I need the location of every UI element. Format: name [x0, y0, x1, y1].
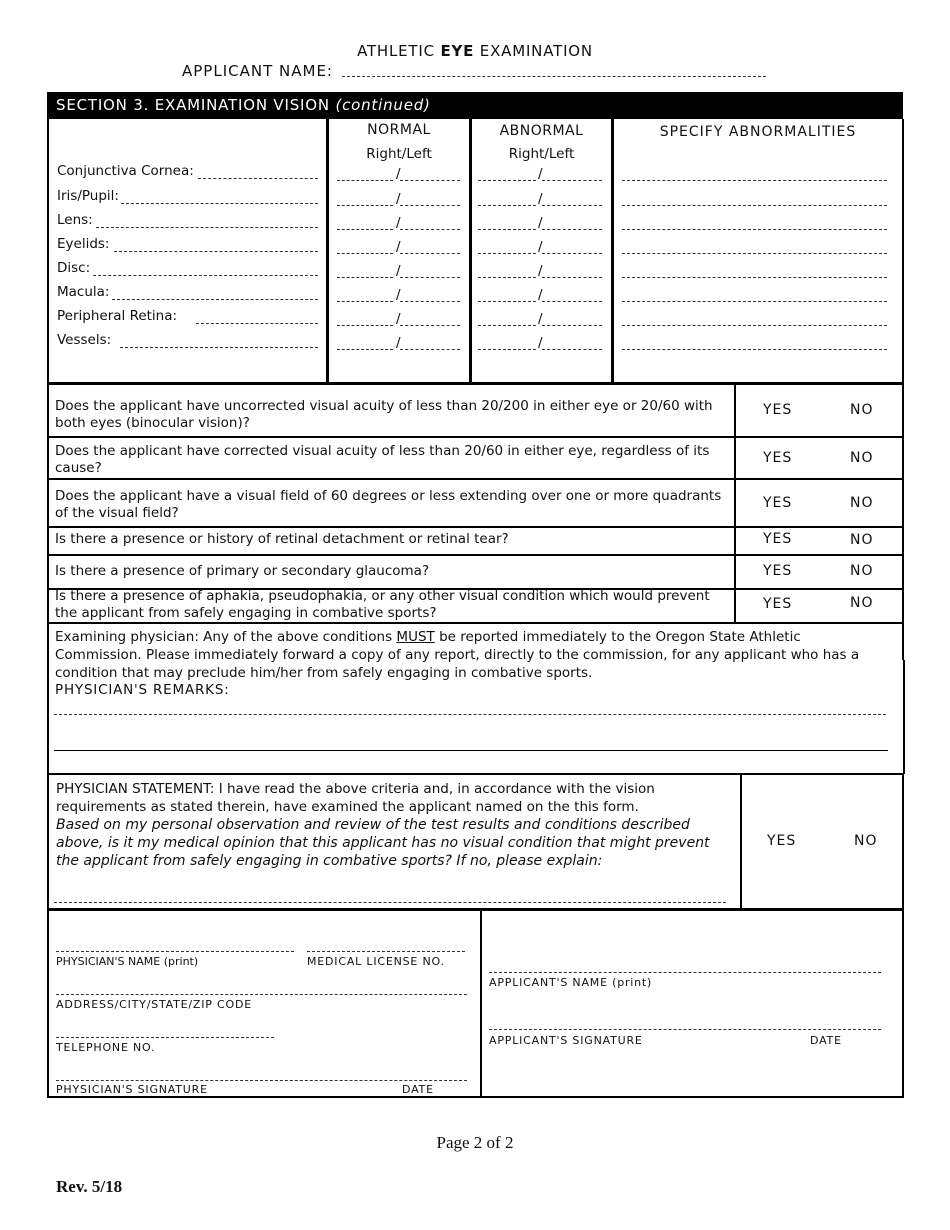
notice-must: MUST: [396, 629, 435, 645]
exam-row-label: Eyelids:: [57, 236, 110, 252]
exam-row-line[interactable]: [196, 323, 318, 324]
notice-rest: be reported immediately to the Oregon State Athletic Commission. Please immediately forward a copy of any report, directly to the commission, for any applicant who has a condition that may preclude him/her from safely engaging in combative sports.: [55, 629, 860, 681]
normal-left-field[interactable]: [400, 349, 460, 350]
specify-abnormality-line[interactable]: [622, 180, 887, 181]
physician-statement: [56, 780, 731, 870]
telephone-caption: TELEPHONE NO.: [56, 1041, 156, 1054]
physician-name-line[interactable]: [56, 951, 294, 952]
title-part: EXAMINATION: [474, 42, 593, 60]
abnormal-left-field[interactable]: [542, 229, 602, 230]
slash-separator: /: [396, 263, 401, 279]
exam-row-label: Vessels:: [57, 332, 112, 348]
applicant-name-caption: APPLICANT'S NAME (print): [489, 976, 653, 989]
specify-abnormality-line[interactable]: [622, 349, 887, 350]
abnormal-right-field[interactable]: [478, 349, 536, 350]
question-text: Is there a presence of primary or secondary glaucoma?: [55, 563, 430, 579]
section-header-bar: [47, 92, 903, 119]
notice-lead: Examining physician: Any of the above conditions: [55, 629, 397, 645]
abnormal-left-field[interactable]: [542, 277, 602, 278]
normal-right-left: Right/Left: [366, 146, 432, 162]
specify-abnormality-line[interactable]: [622, 277, 887, 278]
statement-no-option[interactable]: NO: [854, 833, 878, 849]
specify-abnormality-line[interactable]: [622, 325, 887, 326]
abnormal-right-field[interactable]: [478, 180, 536, 181]
slash-separator: /: [538, 287, 543, 303]
specify-abnormality-line[interactable]: [622, 229, 887, 230]
physician-signature-line[interactable]: [56, 1080, 467, 1081]
abnormal-right-field[interactable]: [478, 325, 536, 326]
page-number: Page 2 of 2: [436, 1133, 514, 1152]
remarks-line-2[interactable]: [54, 750, 888, 751]
normal-right-field[interactable]: [337, 205, 393, 206]
statement-lead: PHYSICIAN STATEMENT: I have read the above criteria and, in accordance with the vision requirements as stated therein, have examined the applicant named on the this form.: [56, 781, 655, 815]
exam-row-line[interactable]: [112, 299, 318, 300]
question-text: Does the applicant have corrected visual acuity of less than 20/60 in either eye, regardless of its cause?: [55, 443, 710, 476]
question-text: Is there a presence or history of retinal detachment or retinal tear?: [55, 531, 509, 547]
slash-separator: /: [538, 239, 543, 255]
abnormal-header: ABNORMAL: [499, 123, 584, 139]
normal-right-field[interactable]: [337, 253, 393, 254]
abnormal-right-field[interactable]: [478, 229, 536, 230]
no-option[interactable]: NO: [850, 563, 874, 579]
no-option[interactable]: NO: [850, 495, 874, 511]
specify-abnormality-line[interactable]: [622, 205, 887, 206]
form-title: [0, 42, 950, 60]
slash-separator: /: [396, 191, 401, 207]
abnormal-right-field[interactable]: [478, 301, 536, 302]
abnormal-right-left: Right/Left: [508, 146, 575, 162]
normal-right-field[interactable]: [337, 277, 393, 278]
exam-row-line[interactable]: [121, 203, 318, 204]
yes-option[interactable]: YES: [763, 402, 793, 418]
specify-abnormality-line[interactable]: [622, 253, 887, 254]
abnormal-left-field[interactable]: [542, 349, 602, 350]
exam-row-label: Iris/Pupil:: [57, 188, 119, 204]
physician-date-caption: DATE: [402, 1083, 434, 1096]
exam-row-line[interactable]: [120, 347, 318, 348]
yes-option[interactable]: YES: [763, 495, 793, 511]
normal-right-field[interactable]: [337, 229, 393, 230]
telephone-line[interactable]: [56, 1037, 274, 1038]
address-line[interactable]: [56, 994, 467, 995]
applicant-date-caption: DATE: [810, 1034, 842, 1047]
applicant-signature-line[interactable]: [489, 1029, 881, 1030]
normal-left-field[interactable]: [400, 253, 460, 254]
normal-right-field[interactable]: [337, 301, 393, 302]
question-text: Does the applicant have a visual field of 60 degrees or less extending over one or more quadrants of the visual field?: [55, 488, 722, 521]
abnormal-left-field[interactable]: [542, 180, 602, 181]
abnormal-right-field[interactable]: [478, 253, 536, 254]
slash-separator: /: [396, 239, 401, 255]
question-text: Does the applicant have uncorrected visual acuity of less than 20/200 in either eye or 20/60 with both eyes (binocular vision)?: [55, 398, 713, 431]
section-title: SECTION 3. EXAMINATION VISION: [56, 96, 336, 114]
normal-left-field[interactable]: [400, 325, 460, 326]
statement-yes-option[interactable]: YES: [767, 833, 797, 849]
revision-date: Rev. 5/18: [56, 1177, 123, 1196]
exam-row-label: Peripheral Retina:: [57, 308, 178, 324]
normal-left-field[interactable]: [400, 277, 460, 278]
abnormal-right-field[interactable]: [478, 205, 536, 206]
question-text: Is there a presence of aphakia, pseudophakia, or any other visual condition which would prevent the applicant from safely engaging in combative sports?: [55, 588, 710, 621]
slash-separator: /: [538, 263, 543, 279]
specify-abnormality-line[interactable]: [622, 301, 887, 302]
applicant-name-print-line[interactable]: [489, 972, 881, 973]
slash-separator: /: [538, 191, 543, 207]
remarks-line-1[interactable]: [54, 714, 886, 715]
slash-separator: /: [396, 215, 401, 231]
normal-left-field[interactable]: [400, 301, 460, 302]
slash-separator: /: [538, 215, 543, 231]
applicant-name-field[interactable]: [342, 76, 766, 77]
yes-option[interactable]: YES: [763, 450, 793, 466]
title-bold: EYE: [440, 42, 475, 60]
slash-separator: /: [396, 287, 401, 303]
physician-name-caption: PHYSICIAN'S NAME (print): [56, 955, 199, 968]
normal-right-field[interactable]: [337, 325, 393, 326]
abnormal-right-field[interactable]: [478, 277, 536, 278]
slash-separator: /: [396, 311, 401, 327]
normal-left-field[interactable]: [400, 229, 460, 230]
physician-notice: [55, 628, 885, 682]
exam-row-label: Lens:: [57, 212, 93, 228]
abnormal-left-field[interactable]: [542, 301, 602, 302]
license-line[interactable]: [307, 951, 465, 952]
physician-signature-caption: PHYSICIAN'S SIGNATURE: [56, 1083, 208, 1096]
applicant-signature-caption: APPLICANT'S SIGNATURE: [489, 1034, 643, 1047]
statement-explain-line[interactable]: [54, 902, 726, 903]
physician-remarks-label: PHYSICIAN'S REMARKS:: [55, 682, 230, 698]
normal-left-field[interactable]: [400, 180, 460, 181]
no-option[interactable]: NO: [850, 450, 874, 466]
exam-row-label: Conjunctiva Cornea:: [57, 163, 194, 179]
statement-question: Based on my personal observation and review of the test results and conditions described above, is it my medical opinion that this applicant has no visual condition that might prevent the applicant from safely engaging in combative sports? If no, please explain:: [56, 817, 710, 869]
slash-separator: /: [538, 335, 543, 351]
normal-right-field[interactable]: [337, 349, 393, 350]
slash-separator: /: [396, 166, 401, 182]
abnormal-left-field[interactable]: [542, 253, 602, 254]
yes-option[interactable]: YES: [763, 563, 793, 579]
yes-option[interactable]: YES: [763, 531, 793, 547]
no-option[interactable]: NO: [850, 595, 874, 611]
exam-row-line[interactable]: [96, 227, 318, 228]
address-caption: ADDRESS/CITY/STATE/ZIP CODE: [56, 998, 252, 1011]
specify-abnormalities-header: SPECIFY ABNORMALITIES: [659, 124, 857, 140]
slash-separator: /: [538, 166, 543, 182]
slash-separator: /: [396, 335, 401, 351]
slash-separator: /: [538, 311, 543, 327]
exam-row-line[interactable]: [114, 251, 318, 252]
no-option[interactable]: NO: [850, 532, 874, 548]
applicant-name-label: APPLICANT NAME:: [182, 62, 333, 80]
abnormal-left-field[interactable]: [542, 205, 602, 206]
exam-row-line[interactable]: [93, 275, 318, 276]
applicant-name-row: [182, 62, 333, 80]
yes-option[interactable]: YES: [763, 596, 793, 612]
no-option[interactable]: NO: [850, 402, 874, 418]
normal-right-field[interactable]: [337, 180, 393, 181]
exam-row-label: Macula:: [57, 284, 110, 300]
title-part: ATHLETIC: [357, 42, 441, 60]
normal-left-field[interactable]: [400, 205, 460, 206]
normal-header: NORMAL: [367, 122, 431, 138]
section-title-continued: (continued): [335, 96, 431, 114]
abnormal-left-field[interactable]: [542, 325, 602, 326]
license-caption: MEDICAL LICENSE NO.: [307, 955, 445, 968]
exam-row-label: Disc:: [57, 260, 91, 276]
exam-row-line[interactable]: [198, 178, 318, 179]
